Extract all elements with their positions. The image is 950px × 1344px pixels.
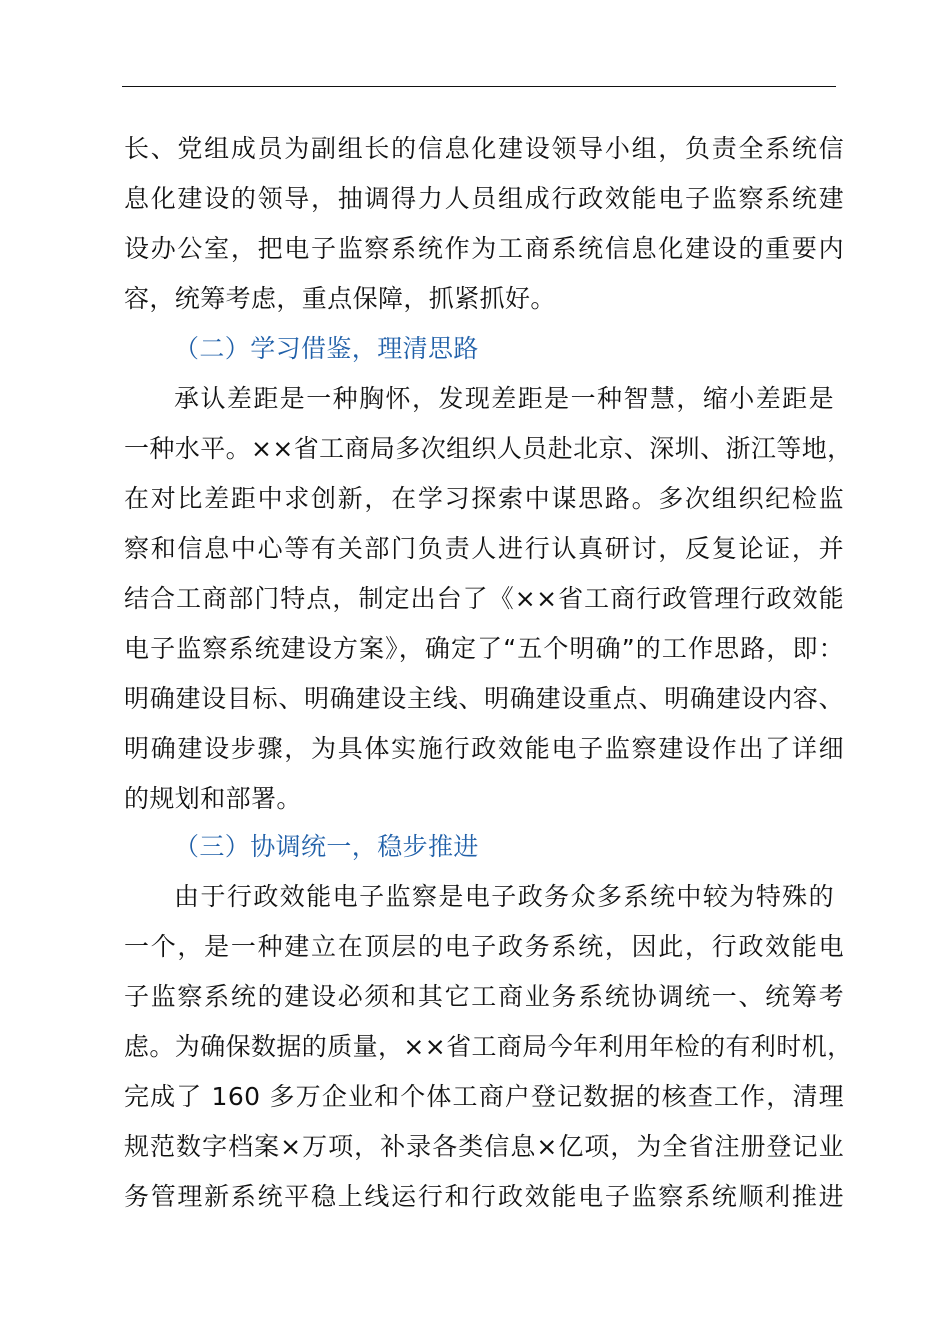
body-line: 察和信息中心等有关部门负责人进行认真研讨，反复论证，并 xyxy=(124,534,844,563)
header-rule xyxy=(122,86,836,87)
body-line: 承认差距是一种胸怀，发现差距是一种智慧，缩小差距是 xyxy=(174,384,834,413)
body-line: 规范数字档案×万项，补录各类信息×亿项，为全省注册登记业 xyxy=(124,1132,844,1161)
body-line: 由于行政效能电子监察是电子政务众多系统中较为特殊的 xyxy=(174,882,834,911)
body-line: 子监察系统的建设必须和其它工商业务系统协调统一、统筹考 xyxy=(124,982,844,1011)
body-line: 明确建设目标、明确建设主线、明确建设重点、明确建设内容、 xyxy=(124,684,844,713)
body-line: 务管理新系统平稳上线运行和行政效能电子监察系统顺利推进 xyxy=(124,1182,844,1211)
body-line: 长、党组成员为副组长的信息化建设领导小组，负责全系统信 xyxy=(124,134,844,163)
body-line: 完成了 160 多万企业和个体工商户登记数据的核查工作，清理 xyxy=(124,1082,844,1111)
body-line: 虑。为确保数据的质量，××省工商局今年利用年检的有利时机， xyxy=(124,1032,853,1061)
body-line: 结合工商部门特点，制定出台了《××省工商行政管理行政效能 xyxy=(124,584,844,613)
body-line: 息化建设的领导，抽调得力人员组成行政效能电子监察系统建 xyxy=(124,184,844,213)
section-heading: （二）学习借鉴，理清思路 xyxy=(174,334,479,363)
body-line: 一种水平。××省工商局多次组织人员赴北京、深圳、浙江等地， xyxy=(124,434,853,463)
section-heading: （三）协调统一，稳步推进 xyxy=(174,832,479,861)
body-line: 在对比差距中求创新，在学习探索中谋思路。多次组织纪检监 xyxy=(124,484,844,513)
body-line: 容，统筹考虑，重点保障，抓紧抓好。 xyxy=(124,284,556,313)
body-line: 设办公室，把电子监察系统作为工商系统信息化建设的重要内 xyxy=(124,234,844,263)
body-line: 的规划和部署。 xyxy=(124,784,302,813)
body-line: 明确建设步骤，为具体实施行政效能电子监察建设作出了详细 xyxy=(124,734,844,763)
body-line: 电子监察系统建设方案》，确定了“五个明确”的工作思路，即： xyxy=(124,634,844,663)
body-line: 一个，是一种建立在顶层的电子政务系统，因此，行政效能电 xyxy=(124,932,844,961)
